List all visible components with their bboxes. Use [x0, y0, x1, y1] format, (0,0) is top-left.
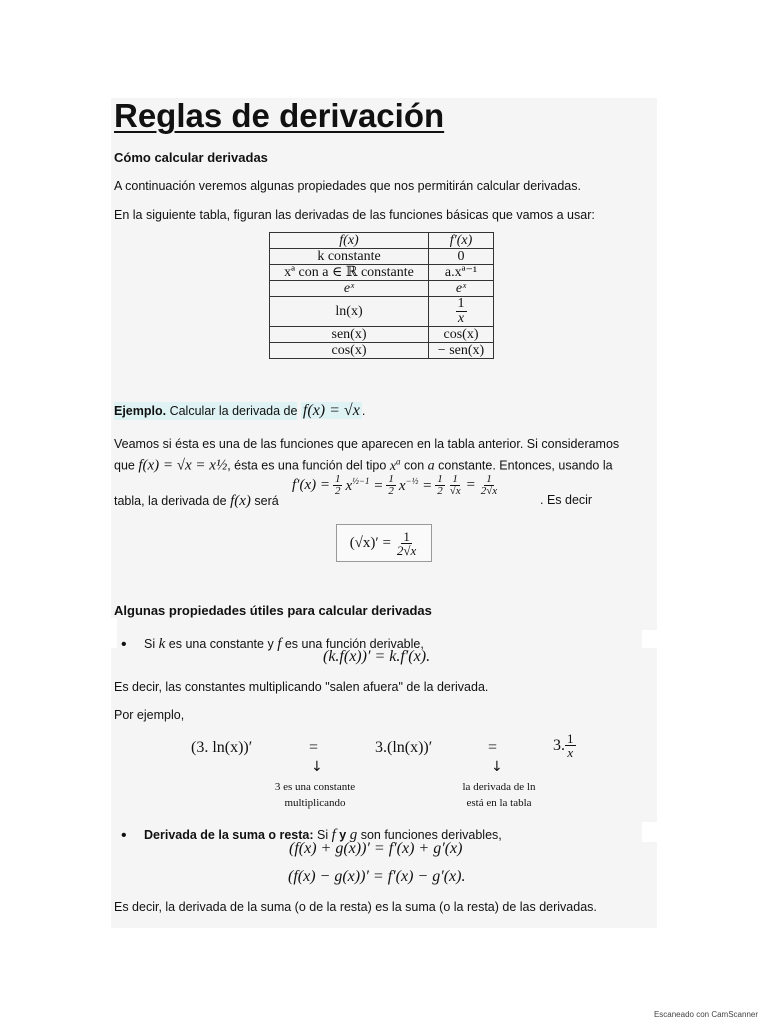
- property-explanation: Es decir, las constantes multiplicando "salen afuera" de la derivada.: [114, 680, 489, 694]
- example-highlight: [114, 402, 297, 420]
- fraction: $\frac{1}{x}$: [457, 296, 465, 326]
- intro-paragraph: A continuación veremos algunas propiedades que nos permitirán calcular derivadas.: [114, 179, 581, 193]
- derivative-computation: f′(x) = $\frac{1}{2}$ $x^{\frac{1}{2}-1}$ = $\frac{1}{2}$ $x^{-\frac{1}{2}}$ = $\frac{1}{2}$ $\frac{1}{√x}$ = $\frac{1}{2√x}$: [292, 473, 498, 497]
- formula: (f(x) − g(x))′ = f′(x) − g′(x).: [288, 868, 466, 885]
- table-cell: eˣ: [270, 281, 429, 297]
- bullet: •: [121, 827, 127, 844]
- table-row: [270, 343, 494, 359]
- scan-gap: [642, 630, 657, 648]
- example-formula: f(x) = √x: [302, 402, 360, 419]
- table-header-cell: f′(x): [429, 233, 494, 249]
- property-text: Derivada de la suma o resta: Si f y g son funciones derivables,: [144, 827, 502, 843]
- table-cell: 0: [429, 249, 494, 265]
- formula: f(x): [230, 493, 251, 509]
- intro-paragraph: En la siguiente tabla, figuran las derivadas de las funciones básicas que vamos a usar:: [114, 208, 595, 222]
- property-example-label: Por ejemplo,: [114, 708, 185, 722]
- section-heading: Cómo calcular derivadas: [114, 150, 268, 165]
- section-heading: Algunas propiedades útiles para calcular derivadas: [114, 603, 432, 618]
- table-row: [270, 249, 494, 265]
- table-cell: [429, 297, 494, 327]
- formula: (3. ln(x))′: [191, 739, 253, 756]
- table-cell: − sen(x): [429, 343, 494, 359]
- table-header-row: [270, 233, 494, 249]
- scanned-page: [111, 98, 657, 928]
- property-explanation: Es decir, la derivada de la suma (o de la resta) es la suma (o la resta) de las derivadas.: [114, 900, 597, 914]
- formula: 3. $\frac{1}{x}$: [553, 731, 574, 760]
- table-cell: a.xª⁻¹: [429, 265, 494, 281]
- table-cell: cos(x): [270, 343, 429, 359]
- table-cell: xª con a ∈ ℝ constante: [270, 265, 429, 281]
- table-cell: ln(x): [270, 297, 429, 327]
- property-text: Si k es una constante y f es una función derivable,: [144, 636, 424, 652]
- page-title: Reglas de derivación: [114, 97, 445, 134]
- formula: $x^a$: [389, 456, 401, 474]
- table-cell: k constante: [270, 249, 429, 265]
- formula: f(x) = √x = x½: [138, 457, 228, 474]
- formula: (k.f(x))′ = k.f′(x).: [323, 648, 431, 665]
- example-paragraph: que f(x) = √x = x½, ésta es una función del tipo $x^a$ con a constante. Entonces, usando la: [114, 456, 613, 474]
- example-paragraph: . Es decir: [540, 493, 593, 507]
- equals-sign: =: [488, 739, 498, 756]
- boxed-result: (√x)′ = $\frac{1}{2√x}$: [336, 524, 432, 562]
- table-cell: sen(x): [270, 327, 429, 343]
- table-row: [270, 265, 494, 281]
- example-text: Calcular la derivada de: [169, 404, 298, 418]
- example-paragraph: tabla, la derivada de f(x) será: [114, 493, 279, 509]
- example-label: Ejemplo.: [114, 404, 167, 418]
- formula: 3.(ln(x))′: [375, 739, 433, 756]
- bullet: •: [121, 636, 127, 653]
- table-cell: eˣ: [429, 281, 494, 297]
- formula: (f(x) + g(x))′ = f′(x) + g′(x): [289, 840, 463, 857]
- scan-gap: [111, 618, 117, 648]
- derivatives-table: [269, 232, 494, 359]
- down-arrow-icon: ↓: [491, 759, 503, 775]
- equals-sign: =: [309, 739, 319, 756]
- table-cell: cos(x): [429, 327, 494, 343]
- scan-gap: [642, 822, 657, 842]
- example-line: Ejemplo. Calcular la derivada de f(x) = √x .: [114, 402, 366, 419]
- formula: a: [427, 458, 435, 474]
- scanner-watermark: Escaneado con CamScanner: [653, 1010, 758, 1019]
- table-row: [270, 281, 494, 297]
- table-header-cell: f(x): [270, 233, 429, 249]
- table-row: [270, 327, 494, 343]
- table-row: [270, 297, 494, 327]
- down-arrow-icon: ↓: [311, 759, 323, 775]
- annotation: 3 es una constante multiplicando: [274, 781, 356, 809]
- annotation: la derivada de ln está en la tabla: [462, 781, 536, 809]
- example-paragraph: Veamos si ésta es una de las funciones que aparecen en la tabla anterior. Si consideramos: [114, 437, 620, 451]
